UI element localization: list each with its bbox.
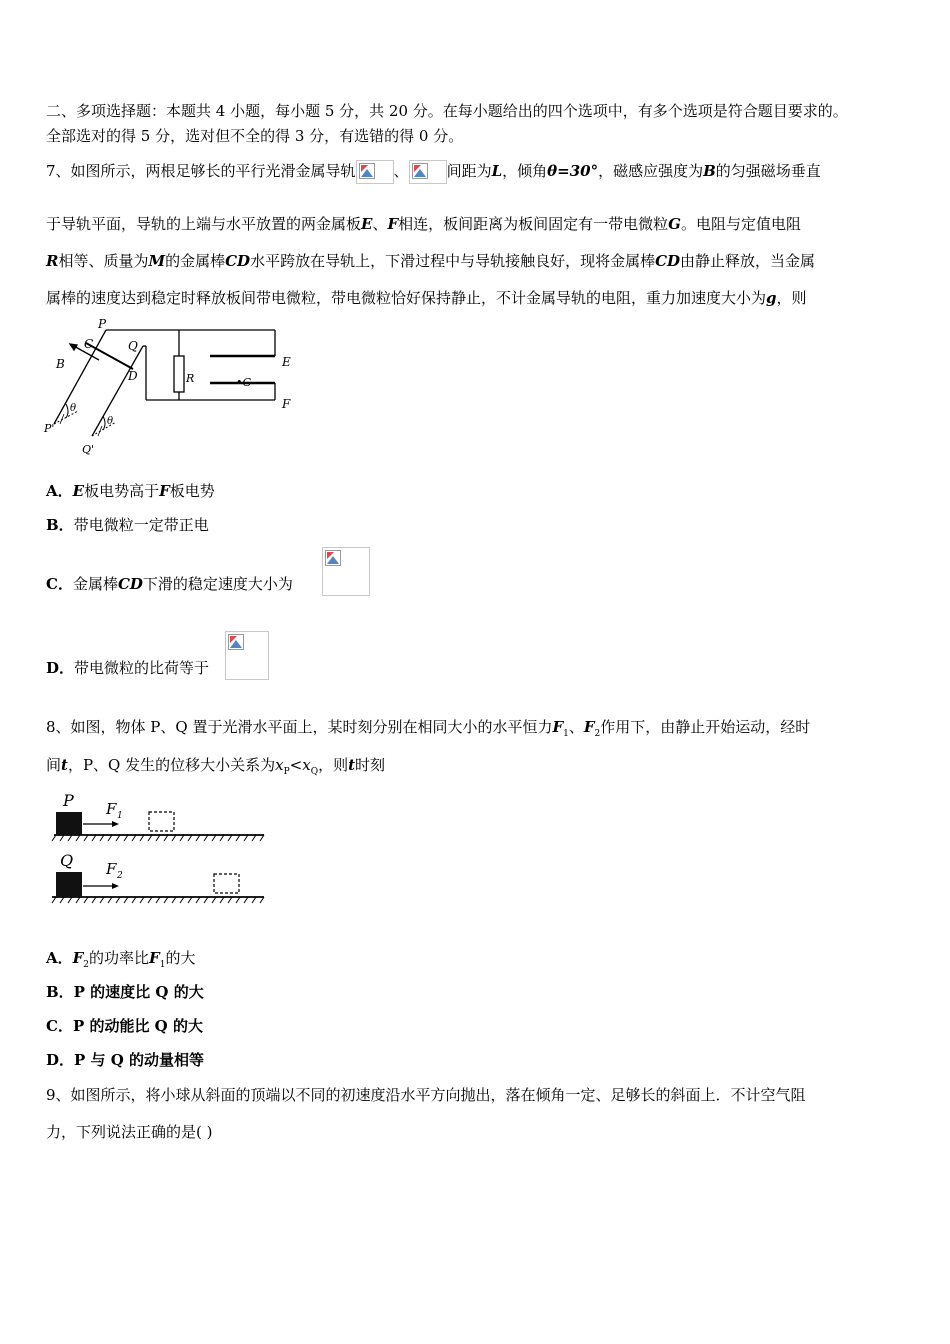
q7-rail-circuit-figure: [40, 316, 300, 462]
surface-hatch-top: [52, 835, 264, 841]
label-p-prime: P': [44, 422, 55, 435]
label-g: •G: [236, 376, 252, 389]
q7-text: 相等、质量为: [58, 252, 149, 270]
option-label: C．: [46, 575, 73, 593]
q7-var: CD: [655, 252, 681, 270]
q8-text: 8、如图，物体 P、Q 置于光滑水平面上，某时刻分别在相同大小的水平恒力: [46, 718, 553, 736]
q7-text: 属棒的速度达到稳定时释放板间带电微粒，带电微粒恰好保持静止，不计金属导轨的电阻，重力加速度大小为: [46, 289, 767, 307]
q9-line2: 力，下列说法正确的是( ): [46, 1123, 213, 1141]
option-label: D．: [46, 659, 75, 677]
label-f1-sub: 1: [117, 811, 123, 821]
q7-text: 由静止释放，当金属: [680, 252, 816, 270]
q7-text: 间距为: [446, 162, 492, 180]
q8-sub: Q: [310, 767, 319, 777]
label-d: D: [128, 369, 138, 383]
label-c: C: [84, 337, 94, 351]
q7-var: CD: [117, 575, 143, 593]
q8-var: x: [302, 756, 311, 774]
q8-option-c: C．P 的动能比 Q 的大: [46, 1017, 203, 1035]
label-q: Q: [128, 339, 138, 353]
q7-option-a: [46, 481, 215, 501]
q8-sub: 1: [563, 729, 569, 739]
q7-var: L: [491, 162, 503, 180]
q8-option-b: B．P 的速度比 Q 的大: [46, 983, 204, 1001]
q7-var: F: [159, 482, 170, 500]
q7-line1: [46, 160, 821, 184]
label-p: P: [98, 317, 107, 331]
label-r: R: [186, 372, 195, 385]
surface-hatch-bottom: [52, 897, 264, 903]
q8-text: 时刻: [355, 756, 386, 774]
q8-sep: 、: [568, 718, 584, 736]
q8-blocks-figure: [46, 788, 268, 906]
q7-sep: 、: [393, 162, 409, 180]
label-f1: F: [106, 800, 117, 818]
label-f2: F: [106, 860, 117, 878]
q8-lt: <: [289, 756, 303, 774]
label-q-prime: Q': [82, 443, 95, 456]
q7-var: G: [668, 215, 681, 233]
q8-option-a: [46, 948, 195, 975]
option-label: A．: [46, 949, 73, 967]
label-e: E: [282, 355, 291, 369]
q-final-position: [214, 874, 239, 893]
q9-line1: 9、如图所示，将小球从斜面的顶端以不同的初速度沿水平方向抛出，落在倾角一定、足够长的斜面上．不计空气阻: [46, 1086, 806, 1104]
q8-var: F: [72, 949, 84, 967]
label-f: F: [282, 397, 291, 411]
q8-sub: 1: [159, 960, 166, 970]
label-theta-1: θ: [70, 403, 77, 414]
q7-option-b: [46, 515, 209, 535]
q8-var: F: [583, 718, 595, 736]
q8-sub: 2: [83, 960, 90, 970]
q7-option-c: [46, 574, 293, 594]
label-block-q: Q: [60, 851, 74, 870]
option-text: 板电势: [169, 482, 215, 500]
q8-text: ，则: [318, 756, 349, 774]
broken-image-icon: [356, 160, 394, 184]
block-p: [56, 812, 82, 835]
p-final-position: [149, 812, 174, 831]
q7-theta: θ=30°: [547, 162, 599, 180]
option-text: 下滑的稳定速度大小为: [142, 575, 293, 593]
q7-var: F: [387, 215, 399, 233]
section-header-line2: 全部选对的得 5 分，选对但不全的得 3 分，有选错的得 0 分。: [46, 127, 464, 145]
label-block-p: P: [63, 791, 74, 810]
q8-line1: [46, 717, 810, 744]
q8-option-d: D．P 与 Q 的动量相等: [46, 1051, 205, 1069]
label-b: B: [56, 357, 65, 371]
q7-option-d: [46, 658, 209, 678]
q7-var: E: [72, 482, 85, 500]
q7-text: 相连，板间距离为板间固定有一带电微粒: [398, 215, 669, 233]
q7-line4: [46, 288, 807, 308]
q7-var: B: [703, 162, 716, 180]
broken-image-icon: [225, 631, 269, 680]
q7-text: 的匀强磁场垂直: [715, 162, 821, 180]
broken-image-icon: [409, 160, 447, 184]
q7-var: CD: [225, 252, 251, 270]
q7-line3: [46, 251, 815, 271]
q7-sep: 、: [372, 215, 388, 233]
q8-text: 间: [46, 756, 62, 774]
q7-text: 于导轨平面，导轨的上端与水平放置的两金属板: [46, 215, 362, 233]
q8-line2: [46, 755, 385, 782]
q7-text: 水平跨放在导轨上，下滑过程中与导轨接触良好，现将金属棒: [250, 252, 656, 270]
q8-var: F: [149, 949, 160, 967]
block-q: [56, 872, 82, 897]
q8-var: F: [552, 718, 564, 736]
resistor-r: [174, 356, 184, 392]
q7-var: M: [148, 252, 166, 270]
q8-var: t: [348, 756, 356, 774]
option-text: 带电微粒的比荷等于: [74, 659, 210, 677]
option-text: 金属棒: [72, 575, 118, 593]
q8-var: t: [61, 756, 68, 774]
option-text: 板电势高于: [84, 482, 160, 500]
option-text: 的大: [165, 949, 196, 967]
option-label: A．: [46, 482, 73, 500]
q7-text: ，磁感应强度为: [598, 162, 704, 180]
q8-sub: P: [283, 767, 290, 777]
label-f2-sub: 2: [117, 871, 123, 881]
option-label: B．: [46, 516, 74, 534]
q7-text: 7、如图所示，两根足够长的平行光滑金属导轨: [46, 162, 356, 180]
q8-text: ，P、Q 发生的位移大小关系为: [67, 756, 276, 774]
rail-p-line: [54, 330, 106, 424]
q7-var: g: [766, 289, 777, 307]
q8-var: x: [275, 756, 284, 774]
q8-text: 作用下，由静止开始运动，经时: [600, 718, 811, 736]
label-theta-2: θ: [107, 416, 114, 427]
broken-image-icon: [322, 547, 370, 596]
q8-sub: 2: [594, 729, 601, 739]
q7-var: E: [361, 215, 373, 233]
option-text: 带电微粒一定带正电: [73, 516, 209, 534]
option-text: 的功率比: [89, 949, 150, 967]
q7-text: 的金属棒: [165, 252, 226, 270]
section-header-line1: 二、多项选择题：本题共 4 小题，每小题 5 分，共 20 分。在每小题给出的四个选项中，有多个选项是符合题目要求的。: [46, 102, 848, 120]
q7-text: ，则: [776, 289, 807, 307]
q7-text: 。电阻与定值电阻: [680, 215, 801, 233]
q7-text: ，倾角: [502, 162, 548, 180]
q7-var: R: [46, 252, 59, 270]
q7-line2: [46, 214, 801, 234]
